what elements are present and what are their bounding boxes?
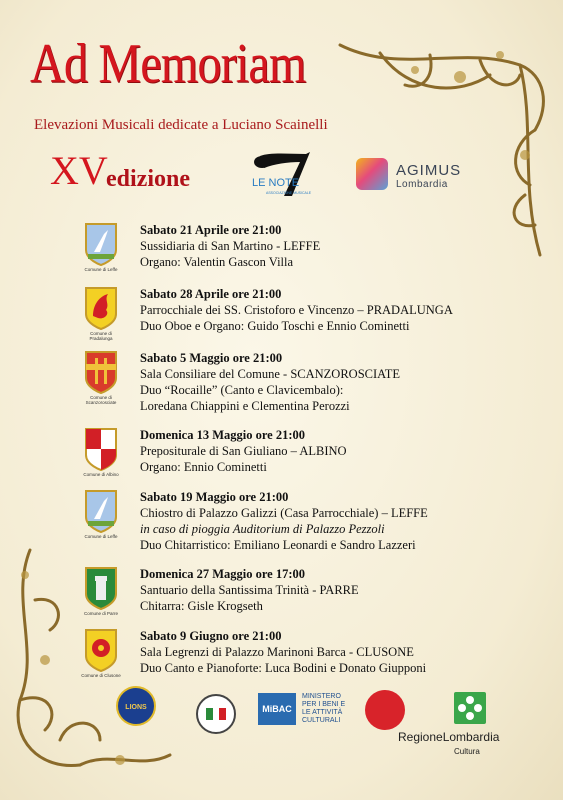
keys-crest-icon: [84, 350, 118, 394]
crane-crest-icon: [84, 222, 118, 266]
event-text: [140, 427, 347, 475]
event-line: Sala Legrenzi di Palazzo Marinoni Barca - CLUSONE: [140, 645, 414, 659]
event-line: Chitarra: Gisle Krogseth: [140, 599, 263, 613]
event-line: Organo: Ennio Cominetti: [140, 460, 267, 474]
agimus-logo: [356, 158, 468, 194]
regione-lombardia-icon: [454, 692, 486, 724]
regione-lombardia-logo: [398, 692, 548, 762]
event-text: [140, 286, 453, 334]
event-item: [81, 628, 544, 688]
le-7-note-subtext: ASSOCIAZIONE MUSICALE: [266, 191, 312, 195]
lions-label: LIONS: [125, 704, 147, 711]
event-date: Domenica 27 Maggio ore 17:00: [140, 567, 306, 581]
regione-lombardia-name: RegioneLombardia: [398, 730, 500, 744]
event-text: [140, 566, 359, 614]
edition-number: XV: [50, 148, 108, 193]
event-item: [84, 350, 544, 413]
event-line: Duo “Rocaille” (Canto e Clavicembalo):: [140, 383, 344, 397]
crest-label: Comune di Clusone: [81, 673, 121, 678]
ministry-text: MINISTERO PER I BENI E LE ATTIVITÀ CULTURALI: [302, 693, 346, 724]
ministry-abbr: MiBAC: [258, 693, 296, 725]
crest-label: Comune di Leffe: [84, 267, 118, 272]
event-text: [140, 350, 400, 414]
event-date: Sabato 5 Maggio ore 21:00: [140, 351, 283, 365]
le-7-note-logo: [250, 148, 325, 198]
event-item: [84, 489, 544, 552]
event-text: [140, 489, 428, 553]
rose-crest-icon: [84, 628, 118, 672]
edition-word: edizione: [106, 166, 190, 192]
agimus-mark-icon: [356, 158, 388, 190]
event-line: Prepositurale di San Giuliano – ALBINO: [140, 444, 347, 458]
event-rain-note: in caso di pioggia Auditorium di Palazzo Pezzoli: [140, 522, 385, 536]
lions-club-logo: [116, 686, 156, 726]
event-item: [84, 222, 544, 282]
event-line: Parrocchiale dei SS. Cristoforo e Vincenzo – PRADALUNGA: [140, 303, 453, 317]
crest-label: Comune di Scanzorosciate: [85, 395, 117, 405]
event-line: Sala Consiliare del Comune - SCANZOROSCIATE: [140, 367, 401, 381]
event-line: Chiostro di Palazzo Galizzi (Casa Parrocchiale) – LEFFE: [140, 506, 428, 520]
event-line: Sussidiaria di San Martino - LEFFE: [140, 239, 321, 253]
crest-label: Comune di Leffe: [84, 534, 118, 539]
event-date: Sabato 19 Maggio ore 21:00: [140, 490, 289, 504]
le-7-note-text: LE NOTE: [252, 177, 300, 189]
event-line: Duo Chitarristico: Emiliano Leonardi e Sandro Lazzeri: [140, 538, 416, 552]
event-date: Domenica 13 Maggio ore 21:00: [140, 428, 306, 442]
poster-title: Ad Memoriam: [30, 33, 306, 95]
event-line: Loredana Chiappini e Clementina Perozzi: [140, 399, 350, 413]
ministry-logo: [258, 693, 358, 729]
event-item: [84, 286, 544, 346]
italian-emblem-logo: [196, 694, 236, 734]
poster-subtitle: Elevazioni Musicali dedicate a Luciano Scainelli: [34, 117, 328, 133]
event-line: Duo Canto e Pianoforte: Luca Bodini e Donato Giupponi: [140, 661, 427, 675]
checkered-crest-icon: [84, 427, 118, 471]
event-date: Sabato 28 Aprile ore 21:00: [140, 287, 282, 301]
event-item: [84, 566, 544, 626]
crest-label: Comune di Albino: [83, 472, 119, 477]
agimus-region: Lombardia: [396, 179, 448, 190]
event-line: Santuario della Santissima Trinità - PARRE: [140, 583, 359, 597]
event-line: Organo: Valentin Gascon Villa: [140, 255, 294, 269]
event-text: [140, 222, 320, 270]
tower-crest-icon: [84, 566, 118, 610]
event-line: Duo Oboe e Organo: Guido Toschi e Ennio Cominetti: [140, 319, 410, 333]
event-item: [84, 427, 544, 487]
crest-label: Comune di Parre: [83, 611, 119, 616]
regione-lombardia-sub: Cultura: [454, 747, 480, 756]
crane-crest-icon: [84, 489, 118, 533]
event-text: [140, 628, 426, 676]
event-date: Sabato 9 Giugno ore 21:00: [140, 629, 282, 643]
agimus-name: AGIMUS: [396, 162, 462, 179]
crest-label: Comune di Pradalunga: [89, 331, 113, 341]
griffin-crest-icon: [84, 286, 118, 330]
event-date: Sabato 21 Aprile ore 21:00: [140, 223, 282, 237]
